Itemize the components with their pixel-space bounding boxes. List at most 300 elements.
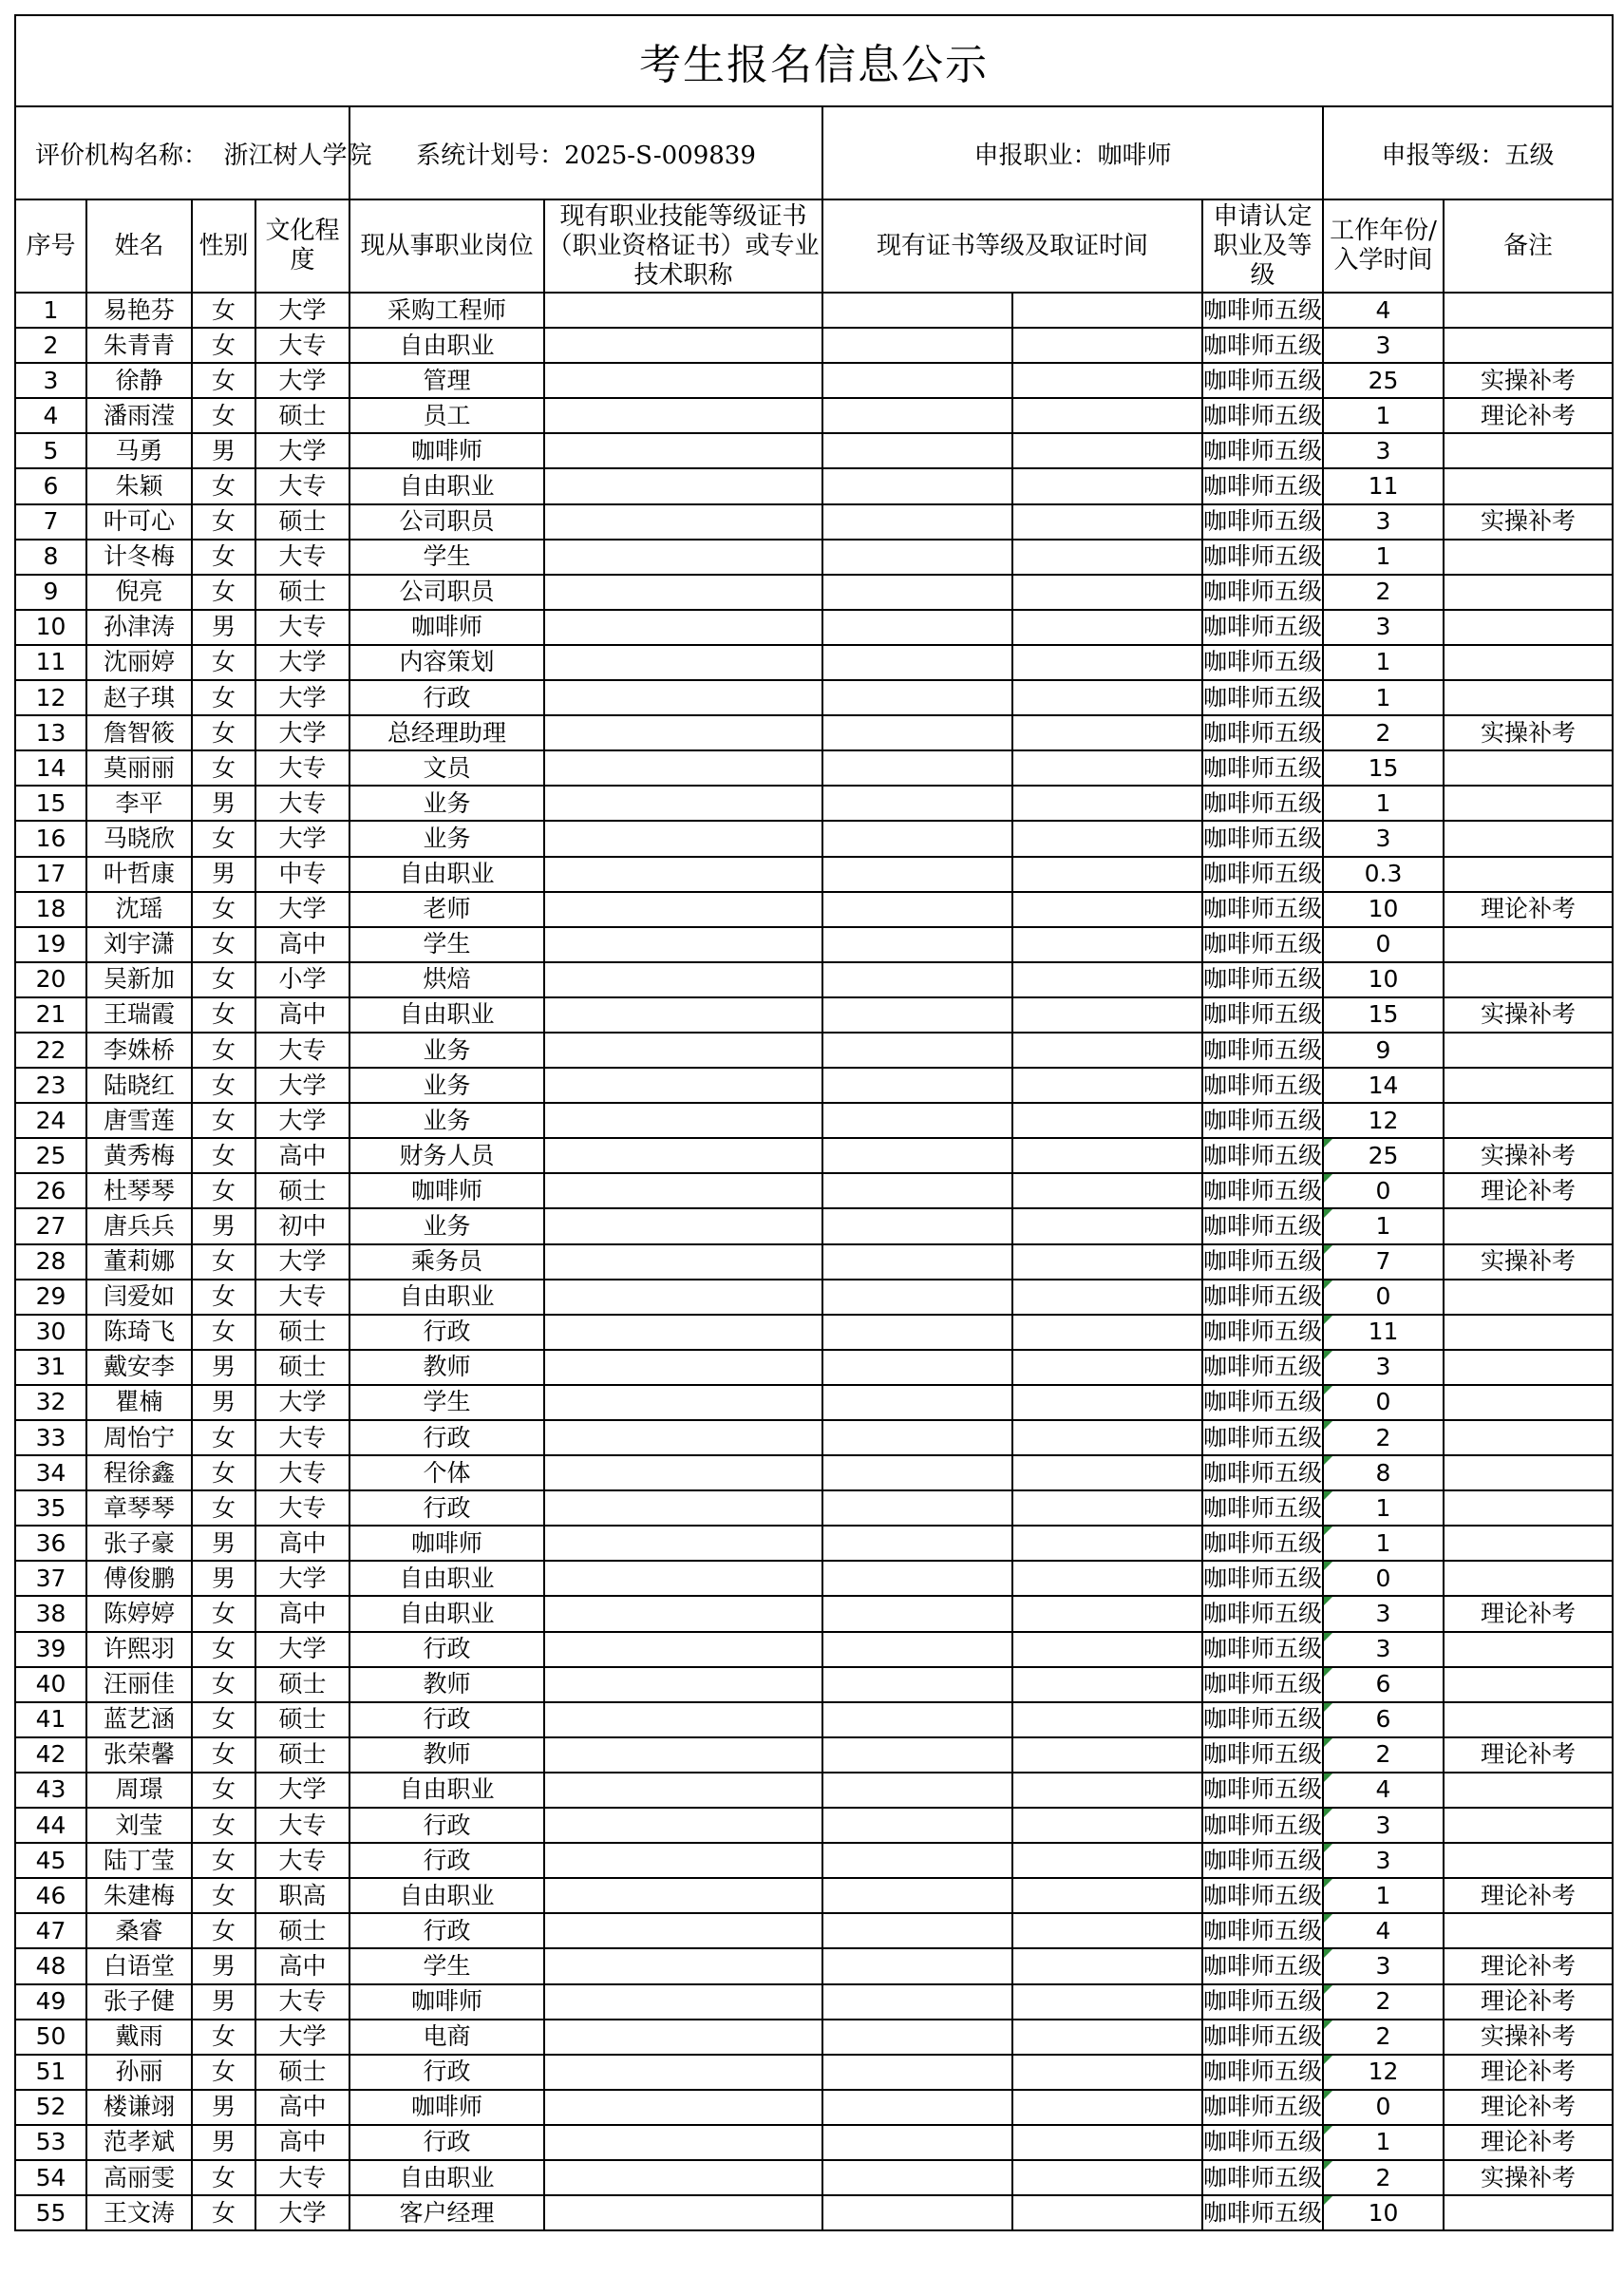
- row-apply-level: 咖啡师五级: [1202, 1068, 1323, 1103]
- row-name: 程徐鑫: [86, 1455, 192, 1490]
- row-years: 8: [1323, 1455, 1444, 1490]
- row-education: 大学: [255, 680, 349, 715]
- row-name: 张子健: [86, 1984, 192, 2020]
- row-certificate: [544, 680, 822, 715]
- row-cert-level: [822, 1208, 1012, 1243]
- row-apply-level: 咖啡师五级: [1202, 610, 1323, 645]
- row-education: 硕士: [255, 1667, 349, 1702]
- row-apply-level: 咖啡师五级: [1202, 398, 1323, 433]
- row-apply-level: 咖啡师五级: [1202, 1280, 1323, 1315]
- row-apply-level: 咖啡师五级: [1202, 645, 1323, 680]
- row-index: 27: [15, 1208, 86, 1243]
- row-gender: 女: [192, 1808, 255, 1843]
- row-remark: 理论补考: [1444, 1737, 1613, 1773]
- table-row: [15, 2125, 1613, 2160]
- row-cert-level: [822, 398, 1012, 433]
- row-index: 51: [15, 2055, 86, 2090]
- row-certificate: [544, 1244, 822, 1280]
- row-education: 硕士: [255, 2055, 349, 2090]
- row-gender: 女: [192, 962, 255, 997]
- table-row: [15, 1350, 1613, 1385]
- row-position: 咖啡师: [349, 610, 544, 645]
- row-education: 大学: [255, 1385, 349, 1420]
- row-gender: 女: [192, 927, 255, 962]
- row-name: 汪丽佳: [86, 1667, 192, 1702]
- header-position: 现从事职业岗位: [349, 199, 544, 293]
- row-gender: 男: [192, 610, 255, 645]
- row-index: 53: [15, 2125, 86, 2160]
- row-position: 乘务员: [349, 1244, 544, 1280]
- row-education: 大专: [255, 750, 349, 786]
- row-gender: 女: [192, 1103, 255, 1138]
- row-gender: 女: [192, 997, 255, 1033]
- row-apply-level: 咖啡师五级: [1202, 2125, 1323, 2160]
- row-cert-time: [1012, 1561, 1202, 1596]
- row-cert-level: [822, 786, 1012, 821]
- row-position: 自由职业: [349, 1878, 544, 1913]
- row-cert-level: [822, 1420, 1012, 1455]
- row-cert-level: [822, 821, 1012, 856]
- row-remark: [1444, 433, 1613, 468]
- row-education: 中专: [255, 857, 349, 892]
- row-education: 大专: [255, 1808, 349, 1843]
- table-row: [15, 645, 1613, 680]
- table-row: [15, 1490, 1613, 1526]
- row-index: 29: [15, 1280, 86, 1315]
- table-row: [15, 610, 1613, 645]
- row-years: 0: [1323, 1561, 1444, 1596]
- table-row: [15, 1984, 1613, 2020]
- row-apply-level: 咖啡师五级: [1202, 962, 1323, 997]
- row-education: 大学: [255, 433, 349, 468]
- row-remark: 理论补考: [1444, 1878, 1613, 1913]
- row-position: 咖啡师: [349, 1173, 544, 1208]
- row-cert-time: [1012, 1280, 1202, 1315]
- row-gender: 女: [192, 1315, 255, 1350]
- row-index: 36: [15, 1526, 86, 1561]
- row-index: 38: [15, 1596, 86, 1631]
- row-index: 42: [15, 1737, 86, 1773]
- row-position: 烘焙: [349, 962, 544, 997]
- row-education: 大学: [255, 2020, 349, 2055]
- row-cert-time: [1012, 2160, 1202, 2195]
- row-remark: [1444, 1103, 1613, 1138]
- row-cert-level: [822, 1596, 1012, 1631]
- row-remark: [1444, 1632, 1613, 1667]
- row-position: 教师: [349, 1350, 544, 1385]
- row-cert-time: [1012, 750, 1202, 786]
- row-certificate: [544, 786, 822, 821]
- row-education: 大专: [255, 1280, 349, 1315]
- table-row: [15, 821, 1613, 856]
- row-certificate: [544, 1350, 822, 1385]
- row-years: 1: [1323, 786, 1444, 821]
- row-gender: 女: [192, 1068, 255, 1103]
- row-name: 陆晓红: [86, 1068, 192, 1103]
- row-remark: 理论补考: [1444, 2090, 1613, 2125]
- row-years: 1: [1323, 398, 1444, 433]
- row-remark: 理论补考: [1444, 1984, 1613, 2020]
- header-years: 工作年份/入学时间: [1323, 199, 1444, 293]
- table-row: [15, 1808, 1613, 1843]
- row-gender: 女: [192, 821, 255, 856]
- table-row: [15, 1315, 1613, 1350]
- row-apply-level: 咖啡师五级: [1202, 1350, 1323, 1385]
- row-position: 学生: [349, 927, 544, 962]
- row-cert-level: [822, 1173, 1012, 1208]
- row-years: 7: [1323, 1244, 1444, 1280]
- row-education: 高中: [255, 1948, 349, 1983]
- row-remark: [1444, 328, 1613, 363]
- row-years: 3: [1323, 610, 1444, 645]
- row-cert-time: [1012, 1878, 1202, 1913]
- row-index: 23: [15, 1068, 86, 1103]
- row-gender: 男: [192, 1561, 255, 1596]
- row-certificate: [544, 540, 822, 575]
- row-index: 17: [15, 857, 86, 892]
- row-years: 11: [1323, 1315, 1444, 1350]
- row-name: 马晓欣: [86, 821, 192, 856]
- row-position: 咖啡师: [349, 1526, 544, 1561]
- row-education: 小学: [255, 962, 349, 997]
- row-cert-time: [1012, 610, 1202, 645]
- row-apply-level: 咖啡师五级: [1202, 1244, 1323, 1280]
- row-years: 11: [1323, 468, 1444, 503]
- row-apply-level: 咖啡师五级: [1202, 1455, 1323, 1490]
- row-years: 1: [1323, 1490, 1444, 1526]
- row-certificate: [544, 1878, 822, 1913]
- row-cert-level: [822, 1773, 1012, 1808]
- row-apply-level: 咖啡师五级: [1202, 1315, 1323, 1350]
- row-cert-level: [822, 715, 1012, 750]
- row-name: 杜琴琴: [86, 1173, 192, 1208]
- row-apply-level: 咖啡师五级: [1202, 1103, 1323, 1138]
- row-cert-time: [1012, 1808, 1202, 1843]
- table-row: [15, 1667, 1613, 1702]
- row-gender: 女: [192, 1773, 255, 1808]
- row-position: 总经理助理: [349, 715, 544, 750]
- row-certificate: [544, 1808, 822, 1843]
- row-cert-level: [822, 1490, 1012, 1526]
- row-name: 朱建梅: [86, 1878, 192, 1913]
- row-cert-time: [1012, 1208, 1202, 1243]
- row-name: 唐兵兵: [86, 1208, 192, 1243]
- row-name: 周璟: [86, 1773, 192, 1808]
- row-cert-level: [822, 1103, 1012, 1138]
- table-row: [15, 1385, 1613, 1420]
- row-certificate: [544, 1103, 822, 1138]
- row-years: 12: [1323, 1103, 1444, 1138]
- row-cert-time: [1012, 1843, 1202, 1878]
- table-row: [15, 1526, 1613, 1561]
- row-remark: [1444, 610, 1613, 645]
- row-years: 10: [1323, 2195, 1444, 2230]
- row-education: 高中: [255, 2125, 349, 2160]
- row-index: 15: [15, 786, 86, 821]
- row-cert-time: [1012, 1913, 1202, 1948]
- row-name: 赵子琪: [86, 680, 192, 715]
- row-years: 15: [1323, 750, 1444, 786]
- row-years: 6: [1323, 1667, 1444, 1702]
- row-remark: 理论补考: [1444, 398, 1613, 433]
- row-gender: 男: [192, 1385, 255, 1420]
- row-name: 李姝桥: [86, 1033, 192, 1068]
- organization-cell: [15, 106, 372, 199]
- table-row: [15, 1208, 1613, 1243]
- row-apply-level: 咖啡师五级: [1202, 821, 1323, 856]
- row-name: 楼谦翊: [86, 2090, 192, 2125]
- table-body: [15, 293, 1613, 2230]
- row-education: 高中: [255, 1526, 349, 1561]
- row-remark: 实操补考: [1444, 2160, 1613, 2195]
- table-row: [15, 680, 1613, 715]
- header-name: 姓名: [86, 199, 192, 293]
- row-certificate: [544, 1737, 822, 1773]
- row-remark: 实操补考: [1444, 504, 1613, 540]
- row-education: 高中: [255, 1596, 349, 1631]
- row-education: 大专: [255, 2160, 349, 2195]
- row-gender: 女: [192, 1455, 255, 1490]
- row-cert-time: [1012, 680, 1202, 715]
- row-certificate: [544, 433, 822, 468]
- row-years: 25: [1323, 1138, 1444, 1173]
- row-name: 白语堂: [86, 1948, 192, 1983]
- row-cert-level: [822, 1702, 1012, 1737]
- table-row: [15, 2055, 1613, 2090]
- row-certificate: [544, 1913, 822, 1948]
- row-cert-level: [822, 2125, 1012, 2160]
- row-cert-time: [1012, 293, 1202, 328]
- row-certificate: [544, 645, 822, 680]
- table-row: [15, 1138, 1613, 1173]
- row-apply-level: 咖啡师五级: [1202, 1913, 1323, 1948]
- row-years: 1: [1323, 1526, 1444, 1561]
- row-cert-time: [1012, 398, 1202, 433]
- row-cert-level: [822, 1667, 1012, 1702]
- row-apply-level: 咖啡师五级: [1202, 680, 1323, 715]
- row-cert-time: [1012, 1315, 1202, 1350]
- row-apply-level: 咖啡师五级: [1202, 857, 1323, 892]
- row-cert-time: [1012, 1455, 1202, 1490]
- row-certificate: [544, 1561, 822, 1596]
- row-name: 叶哲康: [86, 857, 192, 892]
- row-cert-time: [1012, 962, 1202, 997]
- page-title: 考生报名信息公示: [15, 15, 1613, 106]
- row-apply-level: 咖啡师五级: [1202, 293, 1323, 328]
- header-cert-level-time: 现有证书等级及取证时间: [822, 199, 1202, 293]
- row-name: 马勇: [86, 433, 192, 468]
- row-years: 25: [1323, 363, 1444, 398]
- row-name: 范孝斌: [86, 2125, 192, 2160]
- row-cert-time: [1012, 1173, 1202, 1208]
- row-cert-time: [1012, 1737, 1202, 1773]
- row-name: 张荣馨: [86, 1737, 192, 1773]
- row-certificate: [544, 1773, 822, 1808]
- table-row: [15, 363, 1613, 398]
- row-index: 26: [15, 1173, 86, 1208]
- row-gender: 男: [192, 1208, 255, 1243]
- table-row: [15, 1420, 1613, 1455]
- row-cert-time: [1012, 540, 1202, 575]
- table-row: [15, 750, 1613, 786]
- row-position: 业务: [349, 1208, 544, 1243]
- row-cert-level: [822, 293, 1012, 328]
- row-cert-level: [822, 750, 1012, 786]
- row-certificate: [544, 715, 822, 750]
- row-position: 自由职业: [349, 1280, 544, 1315]
- registration-sheet: [14, 14, 1612, 2231]
- row-cert-time: [1012, 1420, 1202, 1455]
- row-name: 董莉娜: [86, 1244, 192, 1280]
- row-name: 叶可心: [86, 504, 192, 540]
- row-gender: 女: [192, 1702, 255, 1737]
- row-education: 大学: [255, 1632, 349, 1667]
- row-name: 孙津涛: [86, 610, 192, 645]
- row-years: 1: [1323, 540, 1444, 575]
- row-cert-time: [1012, 2195, 1202, 2230]
- row-gender: 男: [192, 786, 255, 821]
- table-row: [15, 927, 1613, 962]
- row-education: 大专: [255, 540, 349, 575]
- row-years: 10: [1323, 892, 1444, 927]
- row-apply-level: 咖啡师五级: [1202, 504, 1323, 540]
- row-gender: 女: [192, 2055, 255, 2090]
- row-gender: 女: [192, 398, 255, 433]
- row-index: 54: [15, 2160, 86, 2195]
- row-cert-time: [1012, 1526, 1202, 1561]
- row-index: 2: [15, 328, 86, 363]
- row-apply-level: 咖啡师五级: [1202, 1878, 1323, 1913]
- row-index: 25: [15, 1138, 86, 1173]
- header-index: 序号: [15, 199, 86, 293]
- row-gender: 女: [192, 540, 255, 575]
- table-row: [15, 1173, 1613, 1208]
- row-education: 硕士: [255, 1702, 349, 1737]
- row-cert-time: [1012, 1596, 1202, 1631]
- row-cert-time: [1012, 1667, 1202, 1702]
- row-gender: 女: [192, 1596, 255, 1631]
- row-cert-time: [1012, 504, 1202, 540]
- row-cert-level: [822, 1068, 1012, 1103]
- row-cert-time: [1012, 1773, 1202, 1808]
- row-education: 大专: [255, 468, 349, 503]
- row-cert-level: [822, 1385, 1012, 1420]
- row-education: 大学: [255, 2195, 349, 2230]
- row-years: 6: [1323, 1702, 1444, 1737]
- row-apply-level: 咖啡师五级: [1202, 1173, 1323, 1208]
- row-years: 3: [1323, 1948, 1444, 1983]
- row-cert-level: [822, 1244, 1012, 1280]
- table-row: [15, 1103, 1613, 1138]
- row-education: 大学: [255, 645, 349, 680]
- row-name: 陈琦飞: [86, 1315, 192, 1350]
- row-remark: [1444, 962, 1613, 997]
- row-index: 33: [15, 1420, 86, 1455]
- row-cert-time: [1012, 1103, 1202, 1138]
- row-remark: [1444, 1667, 1613, 1702]
- row-index: 45: [15, 1843, 86, 1878]
- row-apply-level: 咖啡师五级: [1202, 786, 1323, 821]
- plan-number: 系统计划号：2025-S-009839: [349, 106, 822, 199]
- row-index: 28: [15, 1244, 86, 1280]
- row-cert-time: [1012, 1033, 1202, 1068]
- row-certificate: [544, 2055, 822, 2090]
- row-cert-level: [822, 1138, 1012, 1173]
- row-gender: 女: [192, 2195, 255, 2230]
- row-position: 自由职业: [349, 468, 544, 503]
- row-index: 32: [15, 1385, 86, 1420]
- table-row: [15, 1068, 1613, 1103]
- row-cert-time: [1012, 468, 1202, 503]
- table-row: [15, 786, 1613, 821]
- row-apply-level: 咖啡师五级: [1202, 1490, 1323, 1526]
- row-cert-time: [1012, 575, 1202, 610]
- row-remark: 实操补考: [1444, 997, 1613, 1033]
- row-index: 40: [15, 1667, 86, 1702]
- row-years: 4: [1323, 293, 1444, 328]
- row-remark: [1444, 821, 1613, 856]
- row-apply-level: 咖啡师五级: [1202, 2020, 1323, 2055]
- row-position: 行政: [349, 1808, 544, 1843]
- row-certificate: [544, 892, 822, 927]
- row-years: 3: [1323, 1596, 1444, 1631]
- row-apply-level: 咖啡师五级: [1202, 715, 1323, 750]
- row-education: 大专: [255, 1490, 349, 1526]
- row-remark: 理论补考: [1444, 1173, 1613, 1208]
- row-apply-level: 咖啡师五级: [1202, 363, 1323, 398]
- row-years: 12: [1323, 2055, 1444, 2090]
- row-position: 公司职员: [349, 504, 544, 540]
- row-position: 自由职业: [349, 2160, 544, 2195]
- row-remark: 理论补考: [1444, 1596, 1613, 1631]
- row-cert-time: [1012, 1350, 1202, 1385]
- row-certificate: [544, 1526, 822, 1561]
- row-apply-level: 咖啡师五级: [1202, 2195, 1323, 2230]
- row-index: 19: [15, 927, 86, 962]
- row-remark: [1444, 1913, 1613, 1948]
- row-index: 21: [15, 997, 86, 1033]
- row-remark: 实操补考: [1444, 363, 1613, 398]
- row-years: 3: [1323, 1808, 1444, 1843]
- row-cert-level: [822, 1737, 1012, 1773]
- table-row: [15, 1455, 1613, 1490]
- row-position: 业务: [349, 1103, 544, 1138]
- row-name: 朱颖: [86, 468, 192, 503]
- row-index: 48: [15, 1948, 86, 1983]
- row-education: 高中: [255, 997, 349, 1033]
- row-name: 徐静: [86, 363, 192, 398]
- row-name: 章琴琴: [86, 1490, 192, 1526]
- row-certificate: [544, 504, 822, 540]
- row-index: 8: [15, 540, 86, 575]
- row-certificate: [544, 1420, 822, 1455]
- row-years: 4: [1323, 1913, 1444, 1948]
- row-apply-level: 咖啡师五级: [1202, 2090, 1323, 2125]
- row-index: 22: [15, 1033, 86, 1068]
- row-gender: 女: [192, 1173, 255, 1208]
- row-gender: 女: [192, 1667, 255, 1702]
- row-cert-time: [1012, 2125, 1202, 2160]
- table-row: [15, 1702, 1613, 1737]
- row-index: 18: [15, 892, 86, 927]
- row-position: 行政: [349, 1420, 544, 1455]
- row-certificate: [544, 1667, 822, 1702]
- row-index: 43: [15, 1773, 86, 1808]
- row-certificate: [544, 1843, 822, 1878]
- row-education: 大学: [255, 293, 349, 328]
- row-years: 2: [1323, 1420, 1444, 1455]
- row-cert-level: [822, 1878, 1012, 1913]
